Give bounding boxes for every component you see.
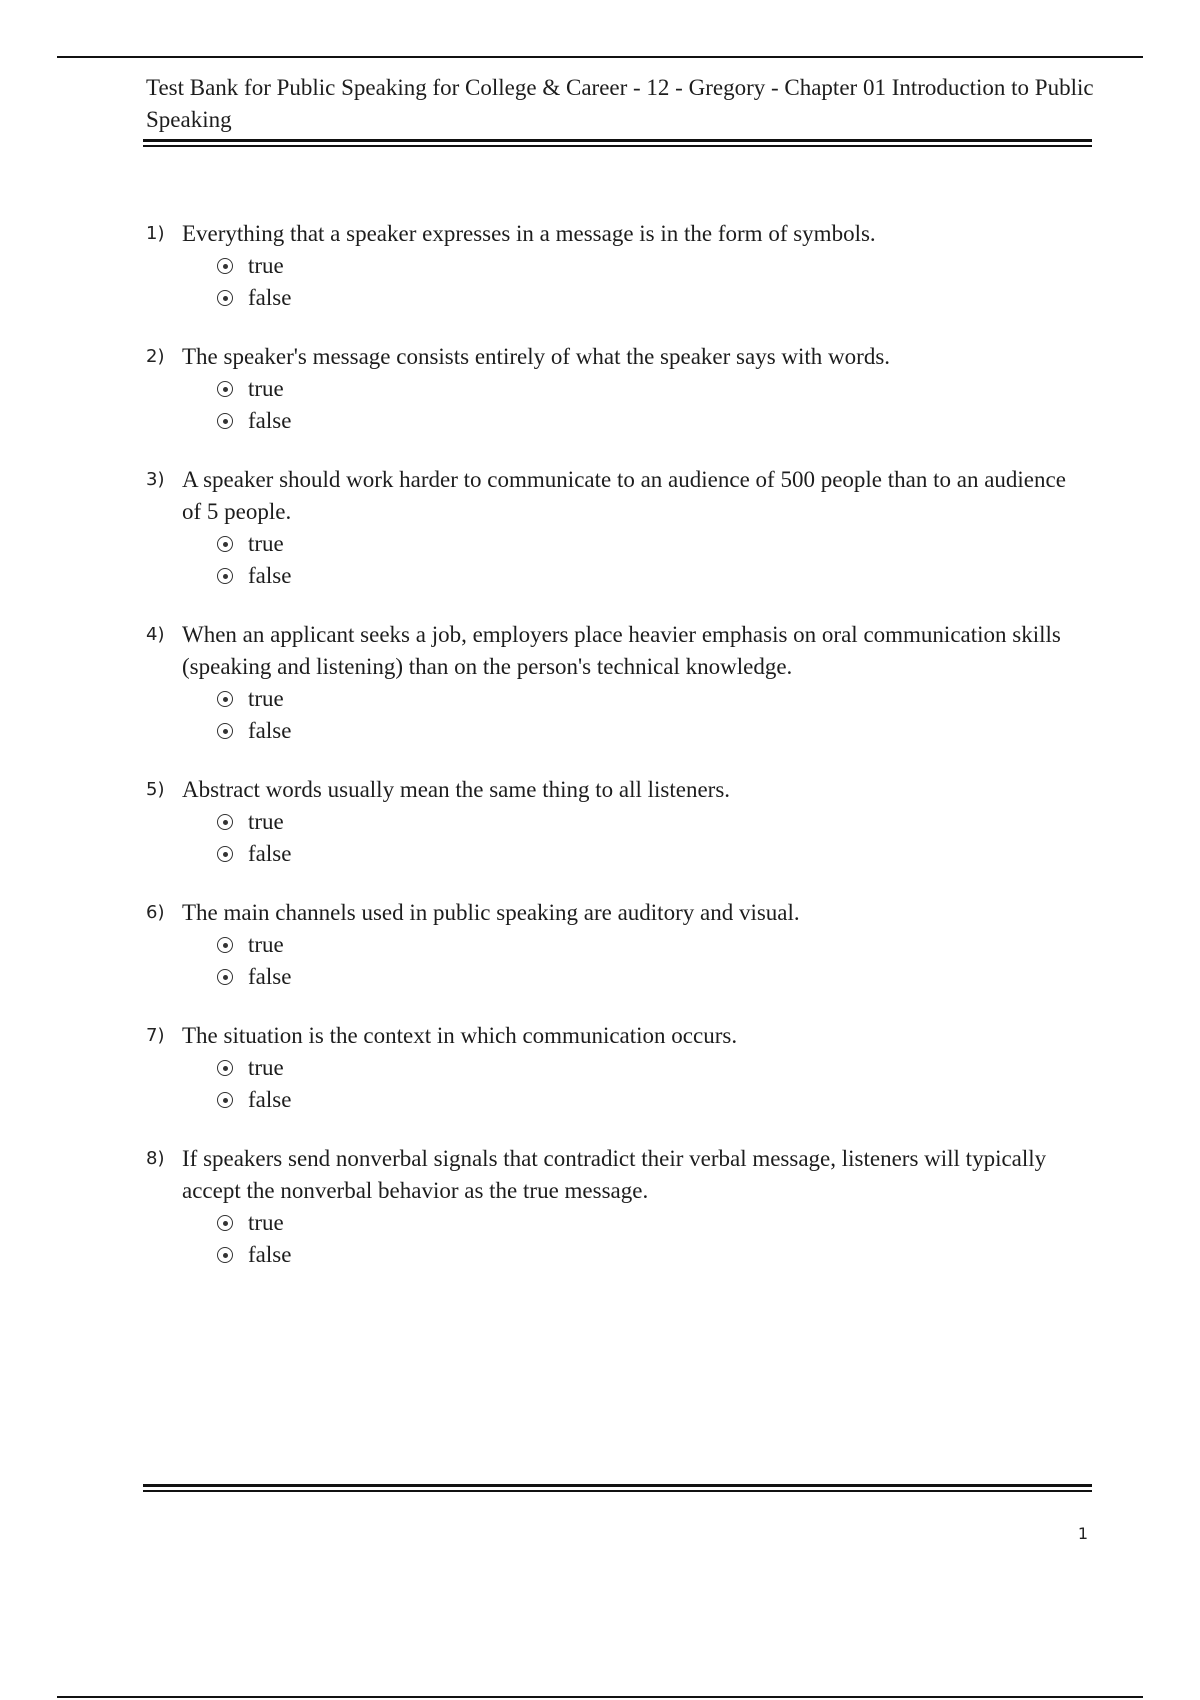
answer-option-label: true: [248, 932, 284, 957]
answer-option-true[interactable]: [217, 373, 1076, 405]
top-page-rule: [57, 56, 1143, 58]
header-double-rule: [143, 139, 1092, 147]
answer-option-true[interactable]: [217, 929, 1076, 961]
answer-option-label: true: [248, 376, 284, 401]
question-item: [146, 1143, 1076, 1271]
bottom-page-rule: [57, 1696, 1143, 1698]
question-text: Abstract words usually mean the same thing to all listeners.: [182, 777, 731, 802]
answer-option-label: true: [248, 686, 284, 711]
answer-option-true[interactable]: [217, 528, 1076, 560]
radio-dot-icon: [223, 975, 228, 980]
question-text: A speaker should work harder to communicate to an audience of 500 people than to an audience of 5 people.: [182, 467, 1066, 524]
question-item: [146, 464, 1076, 592]
question-line: [146, 774, 1076, 806]
answer-options: [146, 373, 1076, 437]
question-text: If speakers send nonverbal signals that contradict their verbal message, listeners will typically accept the nonverbal behavior as the true message.: [182, 1146, 1047, 1203]
answer-option-true[interactable]: [217, 683, 1076, 715]
question-line: [146, 341, 1076, 373]
answer-options: [146, 1052, 1076, 1116]
question-text: Everything that a speaker expresses in a message is in the form of symbols.: [182, 221, 876, 246]
answer-option-label: false: [248, 285, 292, 310]
radio-button-icon[interactable]: [217, 1247, 233, 1263]
answer-option-label: false: [248, 1242, 292, 1267]
question-number: 8): [146, 1148, 165, 1169]
question-number: 5): [146, 779, 165, 800]
question-number: 1): [146, 223, 165, 244]
question-line: [146, 619, 1076, 683]
radio-button-icon[interactable]: [217, 290, 233, 306]
answer-option-false[interactable]: [217, 715, 1076, 747]
answer-option-label: true: [248, 809, 284, 834]
radio-button-icon[interactable]: [217, 568, 233, 584]
radio-button-icon[interactable]: [217, 846, 233, 862]
radio-dot-icon: [223, 264, 228, 269]
answer-option-label: false: [248, 841, 292, 866]
question-line: [146, 1020, 1076, 1052]
page-number: 1: [1077, 1524, 1088, 1543]
answer-option-true[interactable]: [217, 250, 1076, 282]
radio-dot-icon: [223, 943, 228, 948]
question-number: 2): [146, 346, 165, 367]
answer-option-false[interactable]: [217, 405, 1076, 437]
answer-option-label: false: [248, 408, 292, 433]
radio-dot-icon: [223, 542, 228, 547]
question-text: The speaker's message consists entirely of what the speaker says with words.: [182, 344, 891, 369]
answer-option-false[interactable]: [217, 282, 1076, 314]
radio-button-icon[interactable]: [217, 723, 233, 739]
question-list: [146, 218, 1076, 1298]
question-line: [146, 218, 1076, 250]
question-text: The situation is the context in which communication occurs.: [182, 1023, 738, 1048]
radio-dot-icon: [223, 296, 228, 301]
answer-options: [146, 683, 1076, 747]
question-text: The main channels used in public speaking are auditory and visual.: [182, 900, 800, 925]
answer-option-false[interactable]: [217, 1084, 1076, 1116]
radio-dot-icon: [223, 1066, 228, 1071]
radio-button-icon[interactable]: [217, 1092, 233, 1108]
answer-option-false[interactable]: [217, 560, 1076, 592]
radio-dot-icon: [223, 419, 228, 424]
answer-options: [146, 528, 1076, 592]
question-line: [146, 897, 1076, 929]
document-header-title: Test Bank for Public Speaking for College & Career - 12 - Gregory - Chapter 01 Introduction to Public Speaking: [146, 75, 1094, 132]
answer-option-label: true: [248, 531, 284, 556]
radio-dot-icon: [223, 1098, 228, 1103]
answer-option-false[interactable]: [217, 1239, 1076, 1271]
footer-double-rule: [143, 1484, 1092, 1492]
answer-option-label: true: [248, 1210, 284, 1235]
question-item: [146, 341, 1076, 437]
radio-button-icon[interactable]: [217, 1215, 233, 1231]
answer-option-label: false: [248, 718, 292, 743]
answer-option-true[interactable]: [217, 806, 1076, 838]
answer-options: [146, 806, 1076, 870]
radio-button-icon[interactable]: [217, 814, 233, 830]
question-item: [146, 774, 1076, 870]
radio-button-icon[interactable]: [217, 381, 233, 397]
radio-dot-icon: [223, 697, 228, 702]
radio-dot-icon: [223, 574, 228, 579]
question-number: 3): [146, 469, 165, 490]
answer-option-label: false: [248, 563, 292, 588]
answer-option-label: true: [248, 1055, 284, 1080]
question-number: 7): [146, 1025, 165, 1046]
radio-button-icon[interactable]: [217, 691, 233, 707]
answer-option-false[interactable]: [217, 961, 1076, 993]
question-line: [146, 464, 1076, 528]
answer-options: [146, 250, 1076, 314]
question-item: [146, 218, 1076, 314]
answer-option-true[interactable]: [217, 1207, 1076, 1239]
radio-button-icon[interactable]: [217, 1060, 233, 1076]
answer-options: [146, 929, 1076, 993]
question-item: [146, 1020, 1076, 1116]
question-text: When an applicant seeks a job, employers place heavier emphasis on oral communication skills (speaking and listening) than on the person's technical knowledge.: [182, 622, 1061, 679]
question-item: [146, 619, 1076, 747]
radio-button-icon[interactable]: [217, 969, 233, 985]
answer-options: [146, 1207, 1076, 1271]
radio-button-icon[interactable]: [217, 536, 233, 552]
question-item: [146, 897, 1076, 993]
question-line: [146, 1143, 1076, 1207]
radio-dot-icon: [223, 729, 228, 734]
answer-option-false[interactable]: [217, 838, 1076, 870]
answer-option-label: false: [248, 964, 292, 989]
question-number: 4): [146, 624, 165, 645]
radio-dot-icon: [223, 852, 228, 857]
radio-dot-icon: [223, 387, 228, 392]
answer-option-true[interactable]: [217, 1052, 1076, 1084]
answer-option-label: false: [248, 1087, 292, 1112]
radio-dot-icon: [223, 820, 228, 825]
radio-button-icon[interactable]: [217, 258, 233, 274]
radio-dot-icon: [223, 1253, 228, 1258]
question-number: 6): [146, 902, 165, 923]
radio-button-icon[interactable]: [217, 413, 233, 429]
radio-button-icon[interactable]: [217, 937, 233, 953]
radio-dot-icon: [223, 1221, 228, 1226]
answer-option-label: true: [248, 253, 284, 278]
